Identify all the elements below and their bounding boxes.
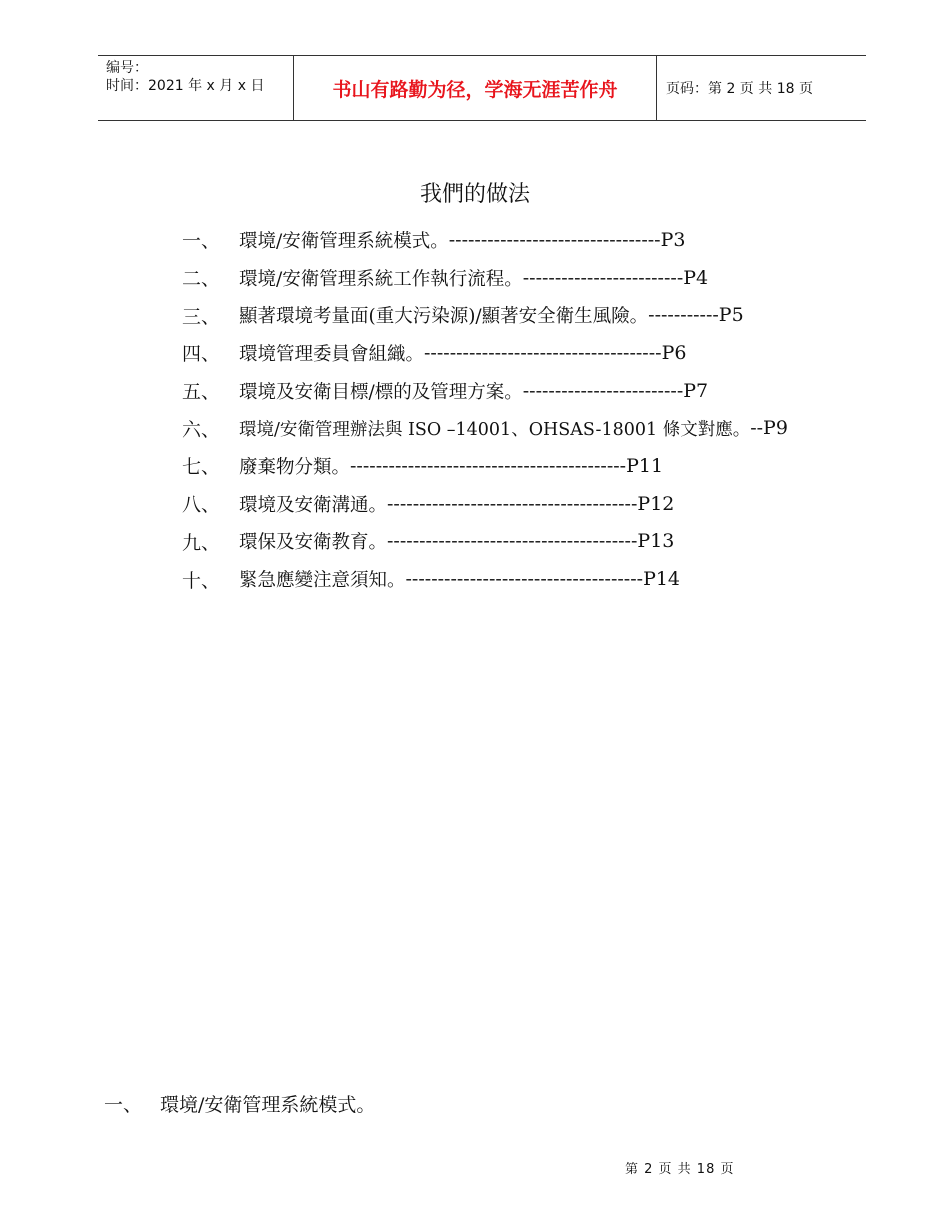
toc-item-text: 環境/安衛管理系統工作執行流程。 xyxy=(239,268,523,290)
toc-item-leader: --------------------------------- xyxy=(448,228,661,251)
toc-item-text: 顯著環境考量面(重大污染源)/顯著安全衛生風險。 xyxy=(239,306,649,328)
toc-item-number: 三、 xyxy=(182,305,221,328)
document-number-label: 编号： xyxy=(106,60,148,76)
toc-item-text: 環境/安衛管理系統模式。 xyxy=(239,230,449,252)
toc-item-page: P14 xyxy=(643,568,681,591)
toc-item-leader: ------------------------- xyxy=(522,266,684,289)
toc-item xyxy=(182,523,788,561)
toc-item-page: P5 xyxy=(718,304,744,327)
table-of-contents xyxy=(182,221,788,598)
toc-item-page: P13 xyxy=(637,530,675,553)
toc-item-number: 六、 xyxy=(182,418,221,441)
toc-item xyxy=(182,334,788,372)
toc-item-number: 九、 xyxy=(182,531,221,554)
page-header xyxy=(98,55,866,121)
toc-item-text: 環保及安衛教育。 xyxy=(239,532,388,554)
toc-item-text: 廢棄物分類。 xyxy=(239,456,351,478)
toc-item xyxy=(182,409,788,447)
document-time-label: 时间：2021 年 x 月 x 日 xyxy=(106,78,265,94)
toc-item-leader: -- xyxy=(750,417,764,440)
section-number: 一、 xyxy=(104,1094,143,1116)
toc-item-leader: ------------------------------------- xyxy=(405,568,644,591)
toc-item-page: P6 xyxy=(661,341,687,364)
toc-item-leader: ------------------------- xyxy=(522,379,684,402)
header-motto: 书山有路勤为径，学海无涯苦作舟 xyxy=(332,78,618,101)
page-footer: 第 2 页 共 18 页 xyxy=(625,1162,735,1177)
page-title: 我們的做法 xyxy=(419,182,530,207)
header-divider xyxy=(656,56,657,120)
toc-item-number: 十、 xyxy=(182,569,221,592)
toc-item-text: 環境及安衛目標/標的及管理方案。 xyxy=(239,381,523,403)
toc-item-page: P3 xyxy=(660,228,686,251)
toc-item-number: 八、 xyxy=(182,494,221,517)
toc-item-number: 一、 xyxy=(182,230,221,253)
toc-item-page: P4 xyxy=(683,266,709,289)
toc-item-leader: --------------------------------------- xyxy=(387,492,638,515)
toc-item xyxy=(182,372,788,410)
section-title: 環境/安衛管理系統模式。 xyxy=(160,1094,376,1116)
toc-item-leader: ------------------------------------- xyxy=(424,341,662,364)
header-meta xyxy=(106,59,264,95)
toc-item-text: 環境/安衛管理辦法與 ISO –14001、OHSAS-18001 條文對應。 xyxy=(239,419,751,440)
toc-item-page: P12 xyxy=(637,492,675,515)
toc-item-number: 七、 xyxy=(182,456,221,479)
toc-item xyxy=(182,560,788,598)
toc-item xyxy=(182,296,788,334)
toc-item-text: 環境管理委員會組織。 xyxy=(239,343,425,365)
toc-item-leader: ----------- xyxy=(648,304,719,327)
toc-item xyxy=(182,447,788,485)
toc-item-page: P7 xyxy=(683,379,709,402)
toc-item-page: P11 xyxy=(626,454,664,477)
header-page-info: 页码：第 2 页 共 18 页 xyxy=(666,81,813,97)
toc-item-number: 四、 xyxy=(182,343,221,366)
section-heading xyxy=(104,1090,375,1117)
toc-item-text: 環境及安衛溝通。 xyxy=(239,494,388,516)
toc-item-number: 二、 xyxy=(182,268,221,291)
toc-item-leader: ------------------------------------------- xyxy=(350,454,627,477)
toc-item-number: 五、 xyxy=(182,381,221,404)
toc-item xyxy=(182,485,788,523)
toc-item-leader: --------------------------------------- xyxy=(387,530,638,553)
toc-item-page: P9 xyxy=(763,417,788,440)
toc-item xyxy=(182,259,788,297)
toc-item-text: 緊急應變注意須知。 xyxy=(239,570,406,592)
toc-item xyxy=(182,221,788,259)
